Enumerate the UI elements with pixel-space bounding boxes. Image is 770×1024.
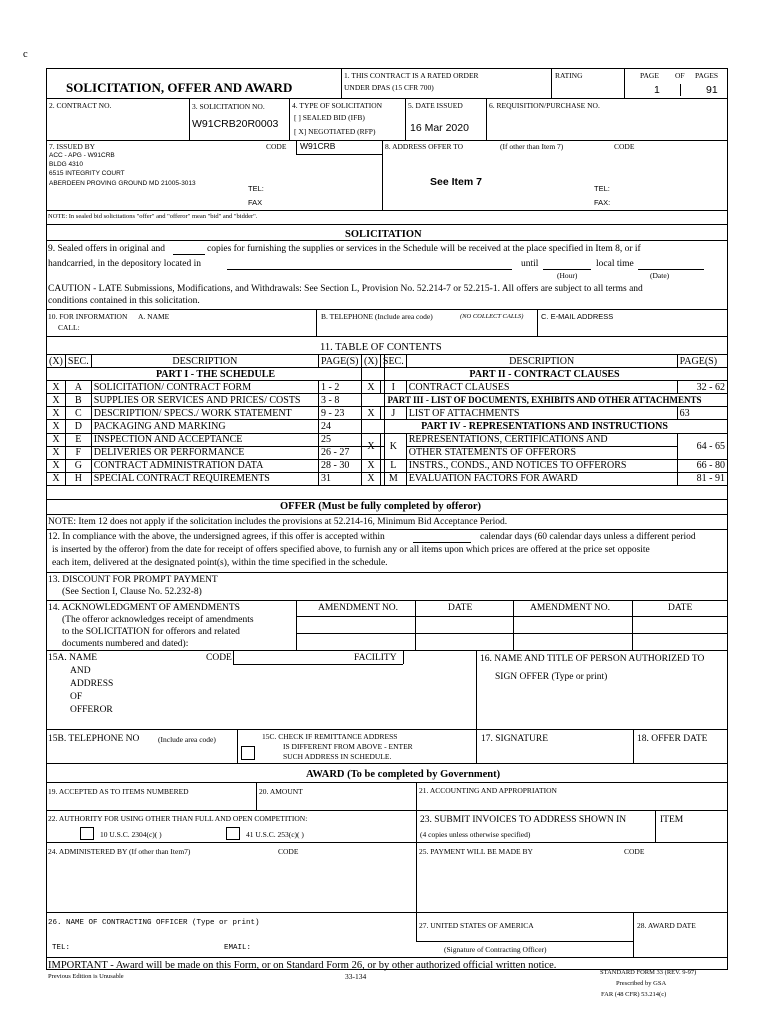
date-header: DATE	[448, 603, 473, 613]
item23-copies: (4 copies unless otherwise specified)	[420, 830, 531, 839]
issued-address-line-4: ABERDEEN PROVING GROUND MD 21005-3013	[49, 180, 196, 187]
amendment-no-header: AMENDMENT NO.	[318, 603, 399, 613]
item9-text-c: handcarried, in the depository located in	[48, 259, 202, 269]
toc-right-table	[361, 354, 728, 486]
signature-contracting-officer: (Signature of Contracting Officer)	[444, 945, 547, 954]
item12-text-b: calendar days (60 calendar days unless a different period	[480, 532, 696, 542]
important-notice: IMPORTANT - Award will be made on this Form, or on Standard Form 26, or by other authorized official written notice.	[48, 960, 557, 971]
address-offer-label: 8. ADDRESS OFFER TO	[385, 142, 464, 151]
telephone-label: B. TELEPHONE (Include area code)	[321, 312, 433, 321]
item9-text-a: 9. Sealed offers in original and	[48, 244, 165, 254]
code-value: W91CRB	[300, 141, 336, 151]
fax2-label: FAX:	[594, 198, 611, 207]
code-label: CODE	[266, 142, 287, 151]
prescribed-by-label: Prescribed by GSA	[616, 980, 667, 987]
issued-address-line-2: BLDG 4310	[49, 161, 83, 168]
amendment-no-header-2: AMENDMENT NO.	[530, 603, 611, 613]
item12-text-c: is inserted by the offeror) from the date for receipt of offers specified above, to furnish any or all items upon which prices are offered at the price set opposite	[52, 545, 650, 555]
usc-2304-label: 10 U.S.C. 2304(c)( )	[100, 830, 162, 839]
toc-desc-header-right: DESCRIPTION	[406, 355, 677, 368]
solicitation-no-label: 3. SOLICITATION NO.	[192, 102, 265, 111]
page-value: 1	[654, 84, 660, 96]
table-row: X A SOLICITATION/ CONTRACT FORM 1 - 2	[47, 381, 385, 394]
corner-mark: c	[23, 49, 28, 60]
see-item-7: See Item 7	[430, 176, 482, 188]
previous-edition-note: Previous Edition is Unusable	[48, 973, 124, 980]
table-row: X H SPECIAL CONTRACT REQUIREMENTS 31	[47, 472, 385, 485]
item-label: ITEM	[660, 815, 684, 825]
item15c-text-a: 15C. CHECK IF REMITTANCE ADDRESS	[262, 732, 398, 741]
note-sealed-bid: NOTE: In sealed bid solicitations "offer" and "offeror" mean "bid" and "bidder".	[48, 213, 258, 220]
rating-label: RATING	[555, 71, 583, 80]
item14-label: 14. ACKNOWLEDGMENT OF AMENDMENTS	[48, 603, 240, 613]
requisition-label: 6. REQUISITION/PURCHASE NO.	[489, 101, 600, 110]
sealed-bid-option[interactable]: [ ] SEALED BID (IFB)	[294, 113, 365, 122]
item16-label: 16. NAME AND TITLE OF PERSON AUTHORIZED TO	[480, 654, 705, 664]
toc-sec-header: SEC.	[65, 355, 91, 368]
usc-2304-checkbox[interactable]	[80, 827, 94, 840]
standard-form-label: STANDARD FORM 33 (REV. 9-97)	[600, 969, 697, 976]
caution-text-2: conditions contained in this solicitation.	[48, 296, 200, 306]
code2-label: CODE	[614, 142, 635, 151]
item15a-label-3: ADDRESS	[70, 679, 114, 689]
item12-text-d: each item, delivered at the designated point(s), within the time specified in the schedule.	[52, 558, 388, 568]
toc-left-table	[46, 354, 385, 486]
remittance-checkbox[interactable]	[241, 746, 255, 760]
tel2-label: TEL:	[594, 184, 610, 193]
offer-heading: OFFER (Must be fully completed by offeror)	[280, 501, 482, 512]
name-label: A. NAME	[138, 312, 170, 321]
item15a-label-4: OF	[70, 692, 83, 702]
table-row: X J LIST OF ATTACHMENTS 63	[362, 407, 728, 420]
date-header-2: DATE	[668, 603, 693, 613]
item18-label: 18. OFFER DATE	[637, 734, 708, 744]
item20-label: 20. AMOUNT	[259, 787, 303, 796]
item13-label: 13. DISCOUNT FOR PROMPT PAYMENT	[48, 575, 218, 585]
item15a-label-5: OFFEROR	[70, 705, 113, 715]
item27-label: 27. UNITED STATES OF AMERICA	[419, 921, 534, 930]
facility-label: FACILITY	[354, 653, 397, 663]
table-row: X G CONTRACT ADMINISTRATION DATA 28 - 30	[47, 459, 385, 472]
no-collect-label: (NO COLLECT CALLS)	[460, 313, 524, 320]
item15a-label-1: 15A. NAME	[48, 653, 98, 663]
table-row: X D PACKAGING AND MARKING 24	[47, 420, 385, 433]
item19-label: 19. ACCEPTED AS TO ITEMS NUMBERED	[48, 787, 189, 796]
form-title: SOLICITATION, OFFER AND AWARD	[66, 80, 293, 95]
toc-k-desc-2: OTHER STATEMENTS OF OFFERORS	[406, 446, 677, 459]
contract-no-label: 2. CONTRACT NO.	[49, 101, 112, 110]
issued-by-label: 7. ISSUED BY	[49, 142, 96, 151]
item17-label: 17. SIGNATURE	[481, 734, 549, 744]
email-label: C. E-MAIL ADDRESS	[541, 312, 614, 321]
toc-part1: PART I - THE SCHEDULE	[47, 368, 385, 381]
email-award-label: EMAIL:	[224, 944, 252, 952]
item23-label: 23. SUBMIT INVOICES TO ADDRESS SHOWN IN	[420, 815, 627, 825]
table-row: X M EVALUATION FACTORS FOR AWARD 81 - 91	[362, 472, 728, 485]
item22-label: 22. AUTHORITY FOR USING OTHER THAN FULL AND OPEN COMPETITION:	[48, 814, 308, 823]
item15b-label: 15B. TELEPHONE NO	[48, 734, 140, 744]
toc-x-header-right: (X)	[362, 355, 381, 368]
table-row: X F DELIVERIES OR PERFORMANCE 26 - 27	[47, 446, 385, 459]
toc-pages-header: PAGE(S)	[319, 355, 385, 368]
date-issued-label: 5. DATE ISSUED	[408, 101, 463, 110]
item15a-label-2: AND	[70, 666, 91, 676]
toc-pages-header-right: PAGE(S)	[677, 355, 727, 368]
item15a-code-label: CODE	[206, 653, 232, 663]
toc-sec-header-right: SEC.	[380, 355, 406, 368]
date-issued-value: 16 Mar 2020	[410, 122, 469, 134]
item15c-text-c: SUCH ADDRESS IN SCHEDULE.	[283, 752, 392, 761]
issued-address-line-1: ACC - APG - W91CRB	[49, 152, 115, 159]
item25-label: 25. PAYMENT WILL BE MADE BY	[419, 847, 533, 856]
pages-value: 91	[706, 84, 718, 96]
toc-heading: 11. TABLE OF CONTENTS	[320, 342, 442, 353]
fax-label: FAX	[248, 198, 263, 207]
dpas-label: UNDER DPAS (15 CFR 700)	[344, 83, 434, 92]
solicitation-no-value: W91CRB20R0003	[192, 118, 279, 130]
item13-clause: (See Section I, Clause No. 52.232-8)	[62, 587, 202, 597]
pages-label: PAGES	[695, 71, 719, 80]
solicitation-heading: SOLICITATION	[345, 229, 422, 240]
toc-part2: PART II - CONTRACT CLAUSES	[362, 368, 728, 381]
item12-text-a: 12. In compliance with the above, the undersigned agrees, if this offer is accepted within	[48, 532, 385, 542]
item16-sign-offer: SIGN OFFER (Type or print)	[495, 672, 608, 682]
item28-label: 28. AWARD DATE	[637, 921, 696, 930]
caution-text-1: CAUTION - LATE Submissions, Modifications, and Withdrawals: See Section L, Provision No. 52.214-7 or 52.215-1. All offers are subject to all terms and	[48, 284, 643, 294]
usc-253-label: 41 U.S.C. 253(c)( )	[246, 830, 304, 839]
item14-text-b: (The offeror acknowledges receipt of amendments	[62, 615, 254, 625]
for-information-label: 10. FOR INFORMATION	[48, 312, 128, 321]
type-of-solicitation-label: 4. TYPE OF SOLICITATION	[292, 101, 383, 110]
toc-part3: PART III - LIST OF DOCUMENTS, EXHIBITS AND OTHER ATTACHMENTS	[362, 394, 728, 407]
issued-address-line-3: 6515 INTEGRITY COURT	[49, 170, 125, 177]
usc-253-checkbox[interactable]	[226, 827, 240, 840]
item15c-text-b: IS DIFFERENT FROM ABOVE - ENTER	[283, 742, 413, 751]
call-label: CALL:	[58, 323, 80, 332]
item21-label: 21. ACCOUNTING AND APPROPRIATION	[419, 786, 557, 795]
item25-code: CODE	[624, 847, 645, 856]
hour-label: (Hour)	[557, 271, 578, 280]
of-label: OF	[675, 71, 685, 80]
toc-desc-header: DESCRIPTION	[91, 355, 318, 368]
other-than-item7: (If other than Item 7)	[500, 142, 564, 151]
rated-order-label: 1. THIS CONTRACT IS A RATED ORDER	[344, 71, 479, 80]
item9-text-b: copies for furnishing the supplies or services in the Schedule will be received at the place specified in Item 8, or if	[207, 244, 641, 254]
item14-text-d: documents numbered and dated):	[62, 639, 189, 649]
award-heading: AWARD (To be completed by Government)	[306, 769, 501, 780]
table-row: X I CONTRACT CLAUSES 32 - 62	[362, 381, 728, 394]
table-row: X K REPRESENTATIONS, CERTIFICATIONS AND 64 - 65	[362, 433, 728, 446]
note-item12: NOTE: Item 12 does not apply if the solicitation includes the provisions at 52.214-16, Minimum Bid Acceptance Period.	[48, 517, 508, 527]
negotiated-option[interactable]: [ X] NEGOTIATED (RFP)	[294, 127, 376, 136]
tel-award-label: TEL:	[52, 944, 71, 952]
toc-x-header: (X)	[47, 355, 66, 368]
table-row: X E INSPECTION AND ACCEPTANCE 25	[47, 433, 385, 446]
tel-label: TEL:	[248, 184, 264, 193]
date-label: (Date)	[650, 271, 670, 280]
far-citation: FAR (48 CFR) 53.214(c)	[601, 991, 667, 998]
item24-code: CODE	[278, 847, 299, 856]
table-row: X B SUPPLIES OR SERVICES AND PRICES/ COSTS 3 - 8	[47, 394, 385, 407]
local-time-label: local time	[596, 259, 634, 269]
until-label: until	[521, 259, 539, 269]
item26-label: 26. NAME OF CONTRACTING OFFICER (Type or print)	[48, 919, 260, 927]
table-row: X L INSTRS., CONDS., AND NOTICES TO OFFERORS 66 - 80	[362, 459, 728, 472]
table-row: X C DESCRIPTION/ SPECS./ WORK STATEMENT 9 - 23	[47, 407, 385, 420]
item14-text-c: to the SOLICITATION for offerors and related	[62, 627, 240, 637]
item15b-area-code: (Include area code)	[158, 735, 216, 744]
item24-label: 24. ADMINISTERED BY (If other than Item7)	[48, 847, 191, 856]
page-label: PAGE	[640, 71, 659, 80]
form-number: 33-134	[345, 972, 367, 981]
toc-part4: PART IV - REPRESENTATIONS AND INSTRUCTIONS	[362, 420, 728, 433]
